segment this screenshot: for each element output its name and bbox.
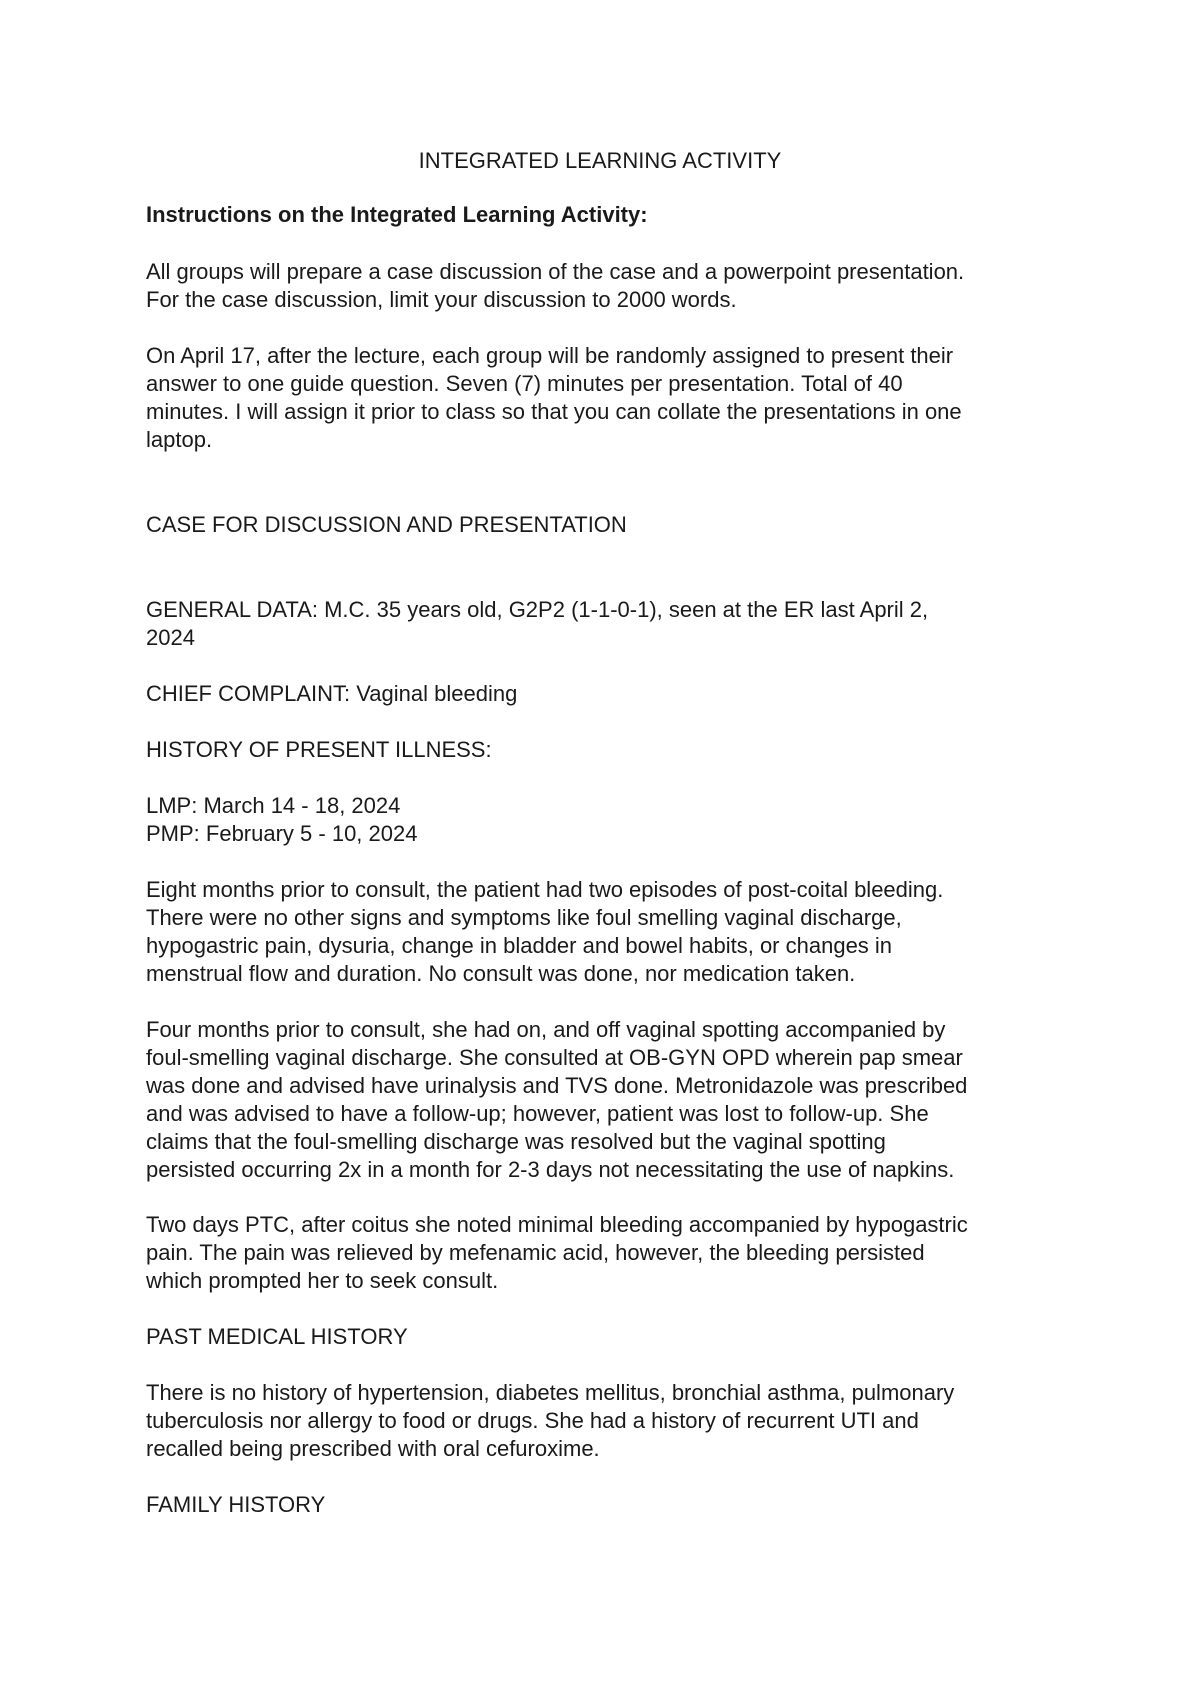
- hpi-paragraph-1: Eight months prior to consult, the patient had two episodes of post-coital bleeding. There were no other signs and symptoms like foul smelling vaginal discharge, hypogastric pain, dysuria, change in bladder and bowel habits, or changes in menstrual flow and duration. No consult was done, nor medication taken.: [146, 877, 944, 986]
- instructions-paragraph-2: On April 17, after the lecture, each group will be randomly assigned to present their answer to one guide question. Seven (7) minutes per presentation. Total of 40 minutes. I will assign it prior to class so that you can collate the presentations in one laptop.: [146, 343, 962, 452]
- hpi-paragraph-2: Four months prior to consult, she had on, and off vaginal spotting accompanied by foul-smelling vaginal discharge. She consulted at OB-GYN OPD wherein pap smear was done and advised have urinalysis and TVS done. Metronidazole was prescribed and was advised to have a follow-up; however, patient was lost to follow-up. She claims that the foul-smelling discharge was resolved but the vaginal spotting persisted occurring 2x in a month for 2-3 days not necessitating the use of napkins.: [146, 1017, 968, 1182]
- general-data: GENERAL DATA: M.C. 35 years old, G2P2 (1-1-0-1), seen at the ER last April 2, 2024: [146, 597, 929, 650]
- family-history-heading: FAMILY HISTORY: [146, 1492, 326, 1517]
- instructions-paragraph-1: All groups will prepare a case discussion of the case and a powerpoint presentation. For the case discussion, limit your discussion to 2000 words.: [146, 259, 965, 312]
- pmh-heading: PAST MEDICAL HISTORY: [146, 1324, 408, 1349]
- pmh-text: There is no history of hypertension, diabetes mellitus, bronchial asthma, pulmonary tuberculosis nor allergy to food or drugs. She had a history of recurrent UTI and recalled being prescribed with oral cefuroxime.: [146, 1380, 955, 1461]
- hpi-heading: HISTORY OF PRESENT ILLNESS:: [146, 737, 492, 762]
- menstrual-history: LMP: March 14 - 18, 2024 PMP: February 5 - 10, 2024: [146, 793, 418, 846]
- instructions-heading: Instructions on the Integrated Learning Activity:: [146, 202, 648, 227]
- chief-complaint: CHIEF COMPLAINT: Vaginal bleeding: [146, 681, 518, 706]
- hpi-paragraph-3: Two days PTC, after coitus she noted minimal bleeding accompanied by hypogastric pain. The pain was relieved by mefenamic acid, however, the bleeding persisted which prompted her to seek consult.: [146, 1212, 968, 1293]
- document-title: INTEGRATED LEARNING ACTIVITY: [418, 148, 782, 173]
- case-heading: CASE FOR DISCUSSION AND PRESENTATION: [146, 512, 627, 537]
